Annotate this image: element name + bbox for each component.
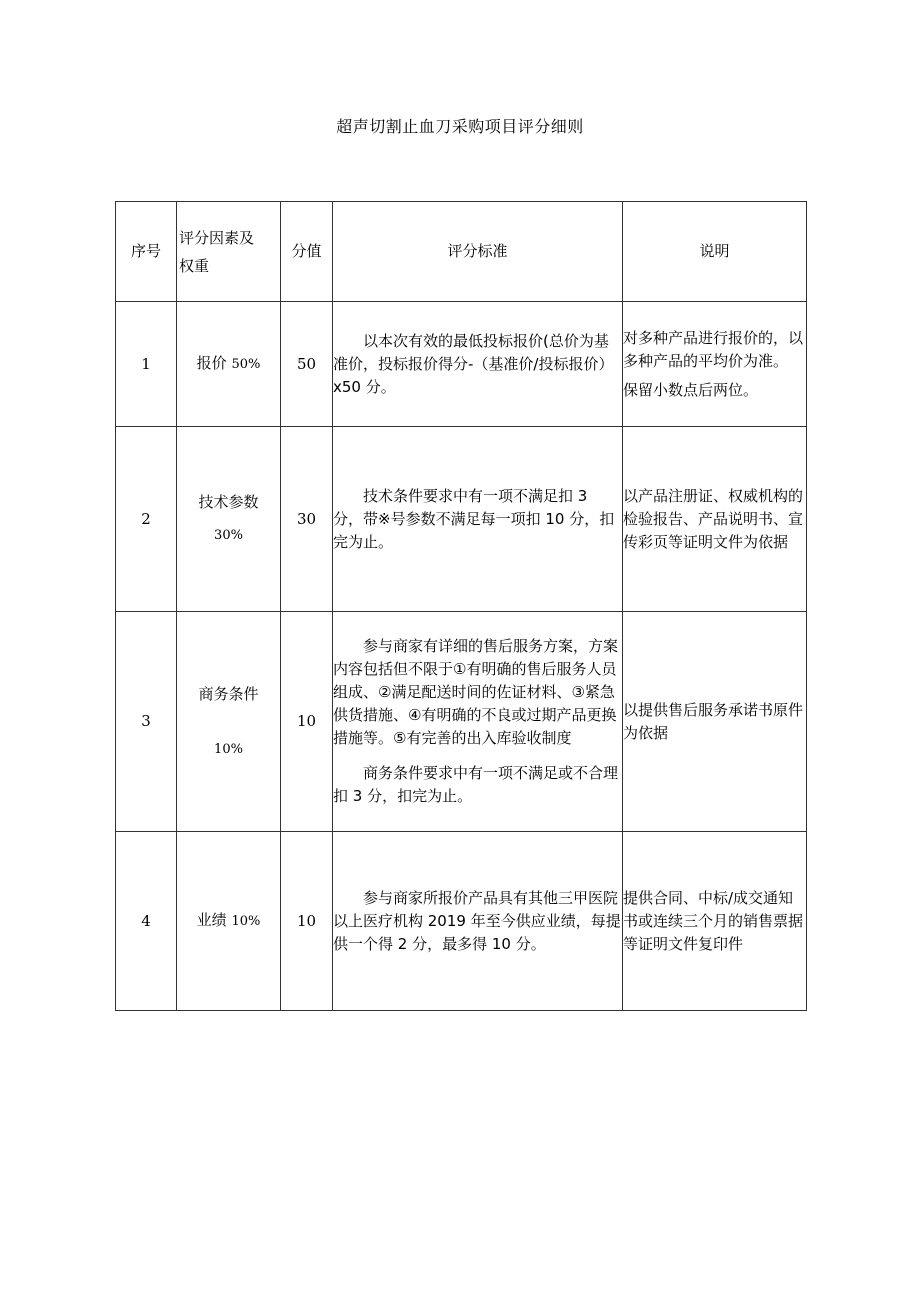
row-note bbox=[623, 427, 807, 612]
criteria-paragraph: 技术条件要求中有一项不满足扣 3 分，带※号参数不满足每一项扣 10 分，扣完为止。 bbox=[333, 486, 615, 551]
header-criteria: 评分标准 bbox=[333, 202, 623, 302]
row-factor-name: 业绩 bbox=[196, 911, 227, 929]
table-header-row bbox=[116, 202, 807, 302]
row-score: 10 bbox=[281, 612, 333, 832]
row-criteria bbox=[333, 427, 623, 612]
header-factor-line1: 评分因素及 bbox=[179, 228, 255, 247]
row-criteria bbox=[333, 832, 623, 1011]
row-factor-name: 技术参数 bbox=[198, 493, 259, 511]
note-paragraph: 保留小数点后两位。 bbox=[623, 380, 759, 399]
table-row bbox=[116, 427, 807, 612]
row-note bbox=[623, 612, 807, 832]
row-no: 4 bbox=[116, 832, 177, 1011]
table-row bbox=[116, 302, 807, 427]
row-factor bbox=[177, 832, 281, 1011]
row-factor-name: 报价 bbox=[196, 354, 227, 372]
criteria-paragraph: 参与商家有详细的售后服务方案，方案内容包括但不限于①有明确的售后服务人员组成、②满足配送时间的佐证材料、③紧急供货措施、④有明确的不良或过期产品更换措施等。⑤有完善的出入库验收制度 bbox=[333, 637, 619, 747]
row-factor bbox=[177, 612, 281, 832]
row-criteria bbox=[333, 612, 623, 832]
header-factor-line2: 权重 bbox=[179, 256, 210, 275]
row-note bbox=[623, 302, 807, 427]
row-no: 3 bbox=[116, 612, 177, 832]
note-paragraph: 以提供售后服务承诺书原件为依据 bbox=[623, 700, 804, 742]
row-note bbox=[623, 832, 807, 1011]
row-weight: 50% bbox=[231, 357, 261, 372]
note-paragraph: 提供合同、中标/成交通知书或连续三个月的销售票据等证明文件复印件 bbox=[623, 888, 804, 953]
note-paragraph: 以产品注册证、权威机构的检验报告、产品说明书、宣传彩页等证明文件为依据 bbox=[623, 486, 804, 551]
row-no: 1 bbox=[116, 302, 177, 427]
row-weight: 10% bbox=[214, 741, 243, 757]
table-row bbox=[116, 832, 807, 1011]
header-no: 序号 bbox=[116, 202, 177, 302]
criteria-paragraph: 参与商家所报价产品具有其他三甲医院以上医疗机构 2019 年至今供应业绩，每提供一个得 2 分，最多得 10 分。 bbox=[333, 888, 621, 953]
criteria-paragraph: 商务条件要求中有一项不满足或不合理扣 3 分，扣完为止。 bbox=[333, 764, 619, 805]
row-weight: 30% bbox=[214, 528, 243, 543]
row-factor bbox=[177, 427, 281, 612]
header-score: 分值 bbox=[281, 202, 333, 302]
row-factor bbox=[177, 302, 281, 427]
scoring-table bbox=[115, 201, 807, 1011]
header-note: 说明 bbox=[623, 202, 807, 302]
header-factor bbox=[177, 202, 281, 302]
note-paragraph: 对多种产品进行报价的，以多种产品的平均价为准。 bbox=[623, 328, 804, 370]
row-no: 2 bbox=[116, 427, 177, 612]
document-title: 超声切割止血刀采购项目评分细则 bbox=[336, 117, 584, 136]
row-criteria bbox=[333, 302, 623, 427]
criteria-paragraph: 以本次有效的最低投标报价(总价为基准价，投标报价得分-（基准价/投标报价）x50 分。 bbox=[333, 331, 614, 396]
row-score: 50 bbox=[281, 302, 333, 427]
row-score: 10 bbox=[281, 832, 333, 1011]
row-score: 30 bbox=[281, 427, 333, 612]
row-factor-name: 商务条件 bbox=[198, 684, 259, 703]
row-weight: 10% bbox=[231, 914, 261, 929]
table-row bbox=[116, 612, 807, 832]
